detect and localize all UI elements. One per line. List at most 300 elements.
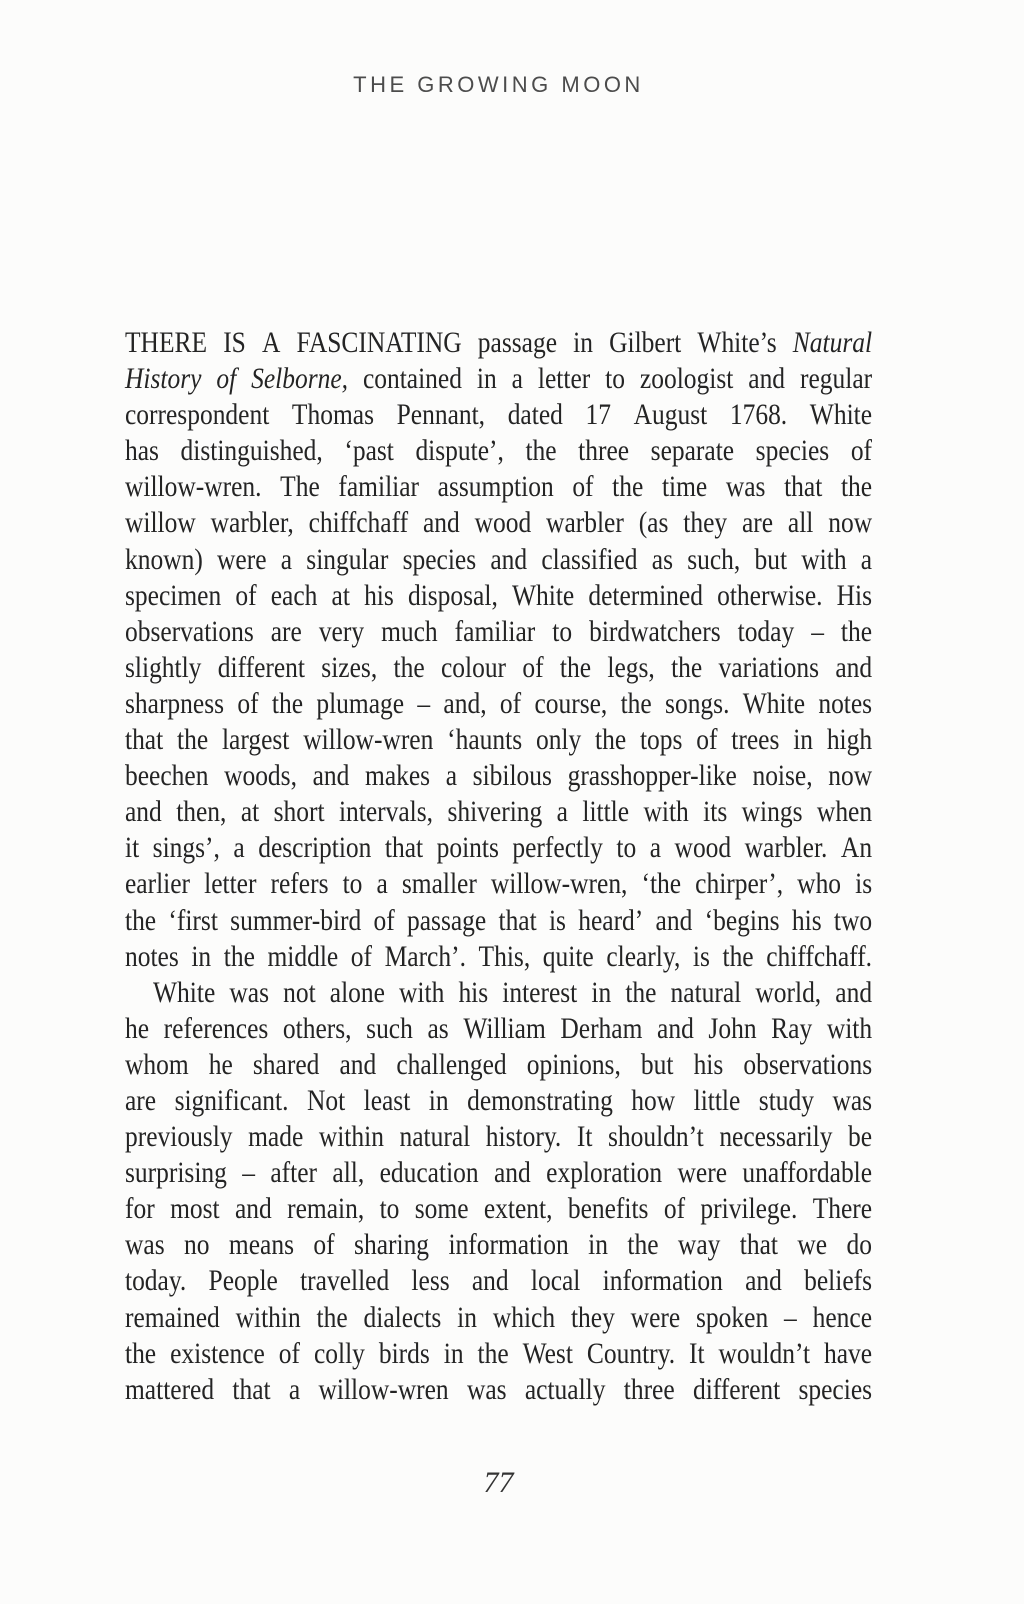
word: It	[689, 1336, 705, 1370]
word: then,	[176, 795, 227, 829]
word: that	[739, 1228, 778, 1262]
word: world,	[755, 975, 822, 1009]
word: who	[797, 867, 842, 901]
word: now	[828, 759, 873, 793]
word: a	[233, 831, 245, 865]
text-line	[125, 687, 872, 723]
word: whom	[125, 1047, 189, 1081]
word: demonstrating	[467, 1083, 613, 1117]
word: in	[591, 975, 612, 1009]
word: Thomas	[291, 398, 374, 432]
word: to	[379, 1192, 400, 1226]
word: they	[683, 506, 728, 540]
word: letter	[537, 362, 591, 396]
word: local	[530, 1264, 581, 1298]
word: is	[692, 939, 710, 973]
word: willow-wren,	[490, 867, 628, 901]
book-title-word: Natural	[792, 326, 873, 359]
word: contained	[362, 362, 462, 396]
word: but	[754, 542, 788, 576]
word: the	[625, 975, 657, 1009]
word: chirper’,	[695, 867, 784, 901]
word: way	[677, 1228, 721, 1262]
word: classified	[541, 542, 638, 576]
word: tops	[639, 723, 683, 757]
word: Pennant,	[396, 398, 486, 432]
word: and	[339, 1047, 377, 1081]
word: West	[522, 1336, 573, 1370]
word: privilege.	[700, 1192, 798, 1226]
word: distinguished,	[180, 434, 323, 468]
word: of	[278, 1336, 301, 1370]
word: notes	[818, 686, 873, 720]
word: of	[663, 1192, 686, 1226]
word: at	[240, 795, 260, 829]
word: the	[627, 1228, 659, 1262]
word: birds	[378, 1336, 430, 1370]
word: sings’,	[152, 831, 220, 865]
word: quite	[542, 939, 594, 973]
word: were	[630, 1300, 681, 1334]
word: study	[758, 1083, 815, 1117]
word: the	[125, 1336, 157, 1370]
word: natural	[670, 975, 742, 1009]
word: colour	[440, 650, 507, 684]
word: that	[498, 903, 537, 937]
word: description	[258, 831, 372, 865]
text-line	[125, 543, 872, 579]
text-line	[125, 867, 872, 903]
word: when	[816, 795, 873, 829]
word: grasshopper-like	[567, 759, 737, 793]
word: references	[163, 1011, 269, 1045]
word: remained	[125, 1300, 220, 1334]
word: much	[381, 614, 438, 648]
word: chiffchaff	[308, 506, 409, 540]
word: largest	[221, 723, 290, 757]
word: some	[414, 1192, 469, 1226]
word: There	[812, 1192, 873, 1226]
text-line	[125, 1228, 872, 1264]
word: otherwise.	[717, 578, 823, 612]
word: White’s	[697, 326, 777, 359]
text-line	[125, 651, 872, 687]
word: no	[184, 1228, 210, 1262]
word: are	[270, 614, 302, 648]
word: do	[846, 1228, 873, 1262]
word: was	[466, 1372, 507, 1406]
word: extent,	[483, 1192, 553, 1226]
word: was	[229, 975, 269, 1009]
word: species	[755, 434, 830, 468]
word: of	[237, 686, 259, 720]
word: warbler	[546, 506, 624, 540]
word: his	[791, 903, 822, 937]
word: in	[428, 1083, 449, 1117]
word: in	[793, 723, 814, 757]
word: of	[350, 939, 373, 973]
word: wings	[741, 795, 803, 829]
word: but	[640, 1047, 674, 1081]
word: alone	[329, 975, 385, 1009]
word: exploration	[546, 1156, 663, 1190]
word: colly	[313, 1336, 365, 1370]
word: a	[445, 759, 458, 793]
word: of	[373, 903, 395, 937]
word: a	[556, 795, 568, 829]
text-line	[125, 579, 872, 615]
word: and	[835, 975, 873, 1009]
word: not	[283, 975, 316, 1009]
word: all	[787, 506, 814, 540]
word: as	[651, 542, 673, 576]
text-line	[125, 1048, 872, 1084]
word: sizes,	[321, 650, 378, 684]
word: ‘past	[344, 434, 394, 468]
word: to	[342, 867, 363, 901]
word: after	[270, 1156, 318, 1190]
word: and	[655, 903, 693, 937]
word: wood	[674, 831, 732, 865]
word: the	[840, 470, 873, 504]
running-header: THE GROWING MOON	[353, 72, 644, 97]
word: the	[671, 650, 703, 684]
word: and	[745, 1264, 782, 1298]
word: interest	[502, 975, 578, 1009]
word: and	[748, 362, 786, 396]
word: surprising	[125, 1156, 227, 1190]
word: was	[725, 470, 766, 504]
text-line	[125, 1012, 872, 1048]
word: slightly	[125, 650, 202, 684]
word: of	[696, 723, 718, 757]
word: warbler,	[210, 506, 294, 540]
word: Country.	[586, 1336, 676, 1370]
word: White	[511, 578, 575, 612]
text-line	[125, 723, 872, 759]
word: for	[125, 1192, 155, 1226]
word: and	[312, 759, 350, 793]
word: and	[471, 1264, 509, 1298]
word: benefits	[567, 1192, 649, 1226]
word: a	[376, 867, 388, 901]
word: how	[631, 1083, 676, 1117]
word: and	[422, 506, 460, 540]
word: dispute’,	[415, 434, 504, 468]
word: he	[125, 1011, 150, 1045]
word: his	[458, 975, 489, 1009]
word: were	[677, 1156, 728, 1190]
word: and,	[443, 686, 487, 720]
word: dated	[507, 398, 563, 432]
word: today.	[125, 1264, 187, 1298]
word: challenged	[396, 1047, 507, 1081]
word: less	[411, 1264, 450, 1298]
word: of	[522, 650, 544, 684]
word: shared	[252, 1047, 320, 1081]
word: history.	[485, 1120, 562, 1154]
word: in	[573, 326, 593, 359]
word: smaller	[401, 867, 477, 901]
word: willow	[125, 506, 196, 540]
word: very	[318, 614, 365, 648]
word: Not	[306, 1083, 346, 1117]
word: and	[835, 650, 873, 684]
word: means	[228, 1228, 294, 1262]
word: sharing	[354, 1228, 430, 1262]
word: passage	[477, 326, 558, 359]
word: letter	[204, 867, 257, 901]
word: separate	[650, 434, 735, 468]
word: short	[273, 795, 325, 829]
word: and	[493, 1156, 531, 1190]
word: the	[177, 723, 209, 757]
word: specimen	[125, 578, 222, 612]
word: (as	[638, 506, 669, 540]
word: sibilous	[472, 759, 552, 793]
word: chiffchaff.	[766, 939, 873, 973]
word: passage	[407, 903, 487, 937]
word: middle	[267, 939, 339, 973]
word: in	[443, 1336, 464, 1370]
word: spoken	[696, 1300, 769, 1334]
word: William	[463, 1011, 546, 1045]
text-line	[125, 506, 872, 542]
word: birdwatchers	[589, 614, 721, 648]
word: People	[208, 1264, 278, 1298]
text-line	[125, 398, 872, 434]
word: species	[798, 1372, 873, 1406]
word: wood	[474, 506, 532, 540]
word: at	[331, 578, 350, 612]
word: others,	[282, 1011, 352, 1045]
word: August	[633, 398, 708, 432]
word: THERE	[125, 326, 208, 359]
word: existence	[170, 1336, 265, 1370]
word: noise,	[752, 759, 813, 793]
word: A	[262, 326, 281, 359]
word: willow-wren	[303, 723, 434, 757]
word: different	[217, 650, 305, 684]
word: the	[525, 434, 557, 468]
word: the	[559, 650, 592, 684]
word: was	[832, 1083, 873, 1117]
word: 17	[585, 398, 611, 432]
word: clearly,	[606, 939, 681, 973]
word: mattered	[125, 1372, 215, 1406]
word: the	[595, 723, 627, 757]
text-line	[125, 795, 872, 831]
word: the	[477, 1336, 509, 1370]
word: 1768.	[729, 398, 788, 432]
word: beliefs	[804, 1264, 873, 1298]
word: his	[693, 1047, 724, 1081]
word: songs.	[665, 686, 730, 720]
word: ‘first	[168, 903, 218, 937]
word: most	[170, 1192, 220, 1226]
word: a	[511, 362, 523, 396]
word: known)	[125, 542, 203, 576]
word: of	[572, 470, 594, 504]
word: and	[490, 542, 528, 576]
word: that	[125, 723, 164, 757]
word: Ray	[771, 1011, 813, 1045]
word: to	[552, 614, 573, 648]
word: shivering	[447, 795, 543, 829]
word: only	[535, 723, 582, 757]
word: IS	[223, 326, 246, 359]
word: the	[271, 686, 304, 720]
word: which	[492, 1300, 556, 1334]
word: willow-wren	[318, 1372, 449, 1406]
word: high	[826, 723, 873, 757]
word: John	[708, 1011, 757, 1045]
word: trees	[731, 723, 780, 757]
word: all,	[332, 1156, 365, 1190]
word: hence	[812, 1300, 873, 1334]
word: such,	[687, 542, 741, 576]
word: he	[208, 1047, 233, 1081]
word: of	[313, 1228, 335, 1262]
word: natural	[399, 1120, 471, 1154]
word: and	[234, 1192, 272, 1226]
word: heard’	[578, 903, 644, 937]
word: the	[223, 939, 255, 973]
word: education	[379, 1156, 479, 1190]
word: –	[784, 1300, 797, 1334]
word: unaffordable	[742, 1156, 873, 1190]
word: regular	[799, 362, 873, 396]
text-line	[125, 470, 872, 506]
word: perfectly	[512, 831, 603, 865]
word: now	[828, 506, 873, 540]
word: with	[399, 975, 445, 1009]
word: dialects	[363, 1300, 442, 1334]
word: that	[784, 470, 823, 504]
word: of	[499, 686, 522, 720]
text-line	[125, 326, 872, 362]
word: be	[848, 1120, 873, 1154]
word: the	[393, 650, 425, 684]
word: little	[693, 1083, 741, 1117]
text-line	[125, 1156, 872, 1192]
word: summer-bird	[230, 903, 362, 937]
word: the	[840, 614, 873, 648]
text-line	[125, 904, 872, 940]
book-title-word: Selborne,	[251, 362, 349, 396]
word: three	[578, 434, 630, 468]
word: a	[649, 831, 662, 865]
word: variations	[718, 650, 820, 684]
word: a	[280, 542, 293, 576]
word: in	[457, 1300, 478, 1334]
word: such	[366, 1011, 413, 1045]
word: makes	[365, 759, 431, 793]
word: zoologist	[639, 362, 734, 396]
word: that	[232, 1372, 271, 1406]
word: observations	[125, 614, 254, 648]
word: plumage	[316, 686, 405, 720]
word: that	[384, 831, 424, 865]
text-line	[125, 1264, 872, 1300]
word: refers	[270, 867, 329, 901]
word: time	[661, 470, 708, 504]
word: are	[125, 1083, 157, 1117]
word: a	[860, 542, 873, 576]
word: made	[248, 1120, 304, 1154]
word: Derham	[560, 1011, 643, 1045]
word: the	[316, 1300, 348, 1334]
text-line	[125, 940, 872, 976]
text-line	[125, 759, 872, 795]
word: His	[836, 578, 873, 612]
word: course,	[534, 686, 608, 720]
word: different	[692, 1372, 781, 1406]
word: ‘the	[641, 867, 682, 901]
text-line	[125, 1120, 872, 1156]
word: information	[448, 1228, 569, 1262]
word: The	[280, 470, 320, 504]
word: of	[235, 578, 257, 612]
word: within	[318, 1120, 384, 1154]
word: with	[801, 542, 847, 576]
word: travelled	[300, 1264, 390, 1298]
text-line	[125, 976, 872, 1012]
word: its	[703, 795, 728, 829]
word: An	[840, 831, 873, 865]
word: were	[217, 542, 267, 576]
book-title-word: History	[125, 362, 202, 396]
word: in	[476, 362, 497, 396]
word: to	[616, 831, 637, 865]
word: the	[620, 686, 652, 720]
word: information	[602, 1264, 723, 1298]
word: the	[125, 903, 157, 937]
word: today	[737, 614, 795, 648]
word: are	[741, 506, 774, 540]
word: March’.	[384, 939, 466, 973]
word: This,	[478, 939, 531, 973]
word: White	[153, 975, 216, 1009]
text-line	[125, 1192, 872, 1228]
word: It	[576, 1120, 593, 1154]
word: assumption	[437, 470, 554, 504]
word: to	[605, 362, 625, 396]
text-line	[125, 1373, 872, 1409]
word: familiar	[338, 470, 420, 504]
body-text-block	[125, 326, 872, 1409]
word: observations	[743, 1047, 873, 1081]
word: his	[364, 578, 394, 612]
text-line	[125, 434, 872, 470]
word: ‘haunts	[447, 723, 523, 757]
word: opinions,	[526, 1047, 621, 1081]
word: necessarily	[719, 1120, 833, 1154]
word: the	[722, 939, 754, 973]
word: have	[824, 1336, 873, 1370]
word: willow-wren.	[125, 470, 262, 504]
word: –	[811, 614, 824, 648]
word: each	[270, 578, 318, 612]
word: the	[612, 470, 644, 504]
word: it	[125, 831, 140, 865]
word: intervals,	[338, 795, 434, 829]
word: was	[125, 1228, 165, 1262]
text-line	[125, 1337, 872, 1373]
word: they	[570, 1300, 615, 1334]
word: a	[288, 1372, 301, 1406]
word: earlier	[125, 867, 191, 901]
